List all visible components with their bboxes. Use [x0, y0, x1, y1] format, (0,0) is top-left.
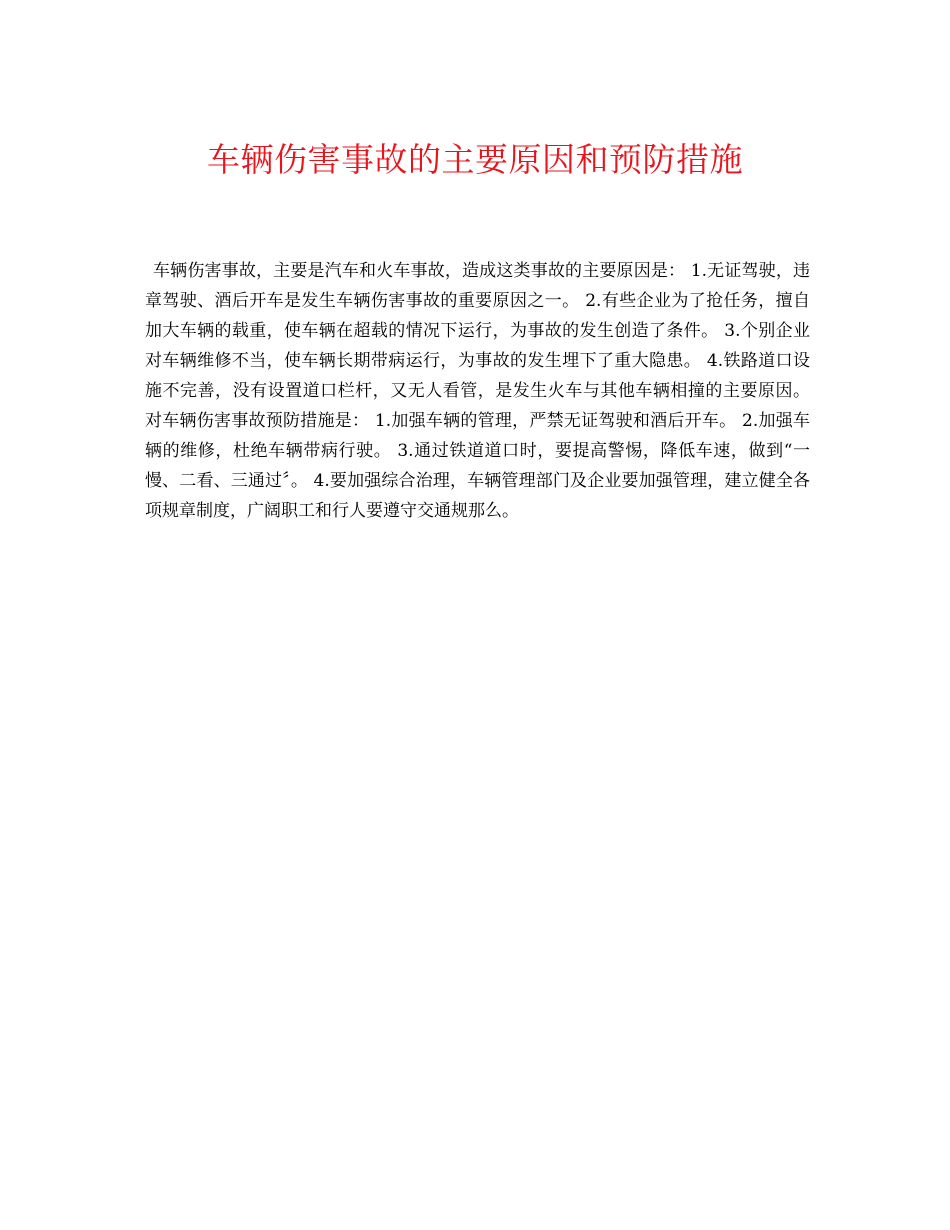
document-body-paragraph: 车辆伤害事故，主要是汽车和火车事故，造成这类事故的主要原因是： 1.无证驾驶，违章驾驶、酒后开车是发生车辆伤害事故的重要原因之一。 2.有些企业为了抢任务，擅自加大车辆的载重，使车辆在超载的情况下运行，为事故的发生创造了条件。 3.个别企业对车辆维修不当，使车辆长期带病运行，为事故的发生埋下了重大隐患。 4.铁路道口设施不完善，没有设置道口栏杆，又无人看管，是发生火车与其他车辆相撞的主要原因。 对车辆伤害事故预防措施是： 1.加强车辆的管理，严禁无证驾驶和酒后开车。 2.加强车辆的维修，杜绝车辆带病行驶。 3.通过铁道道口时，要提高警惕，降低车速，做到“一慢、二看、三通过〞。 4.要加强综合治理，车辆管理部门及企业要加强管理，建立健全各项规章制度，广阔职工和行人要遵守交通规那么。 — [145, 261, 810, 521]
document-title: 车辆伤害事故的主要原因和预防措施 — [207, 140, 743, 179]
